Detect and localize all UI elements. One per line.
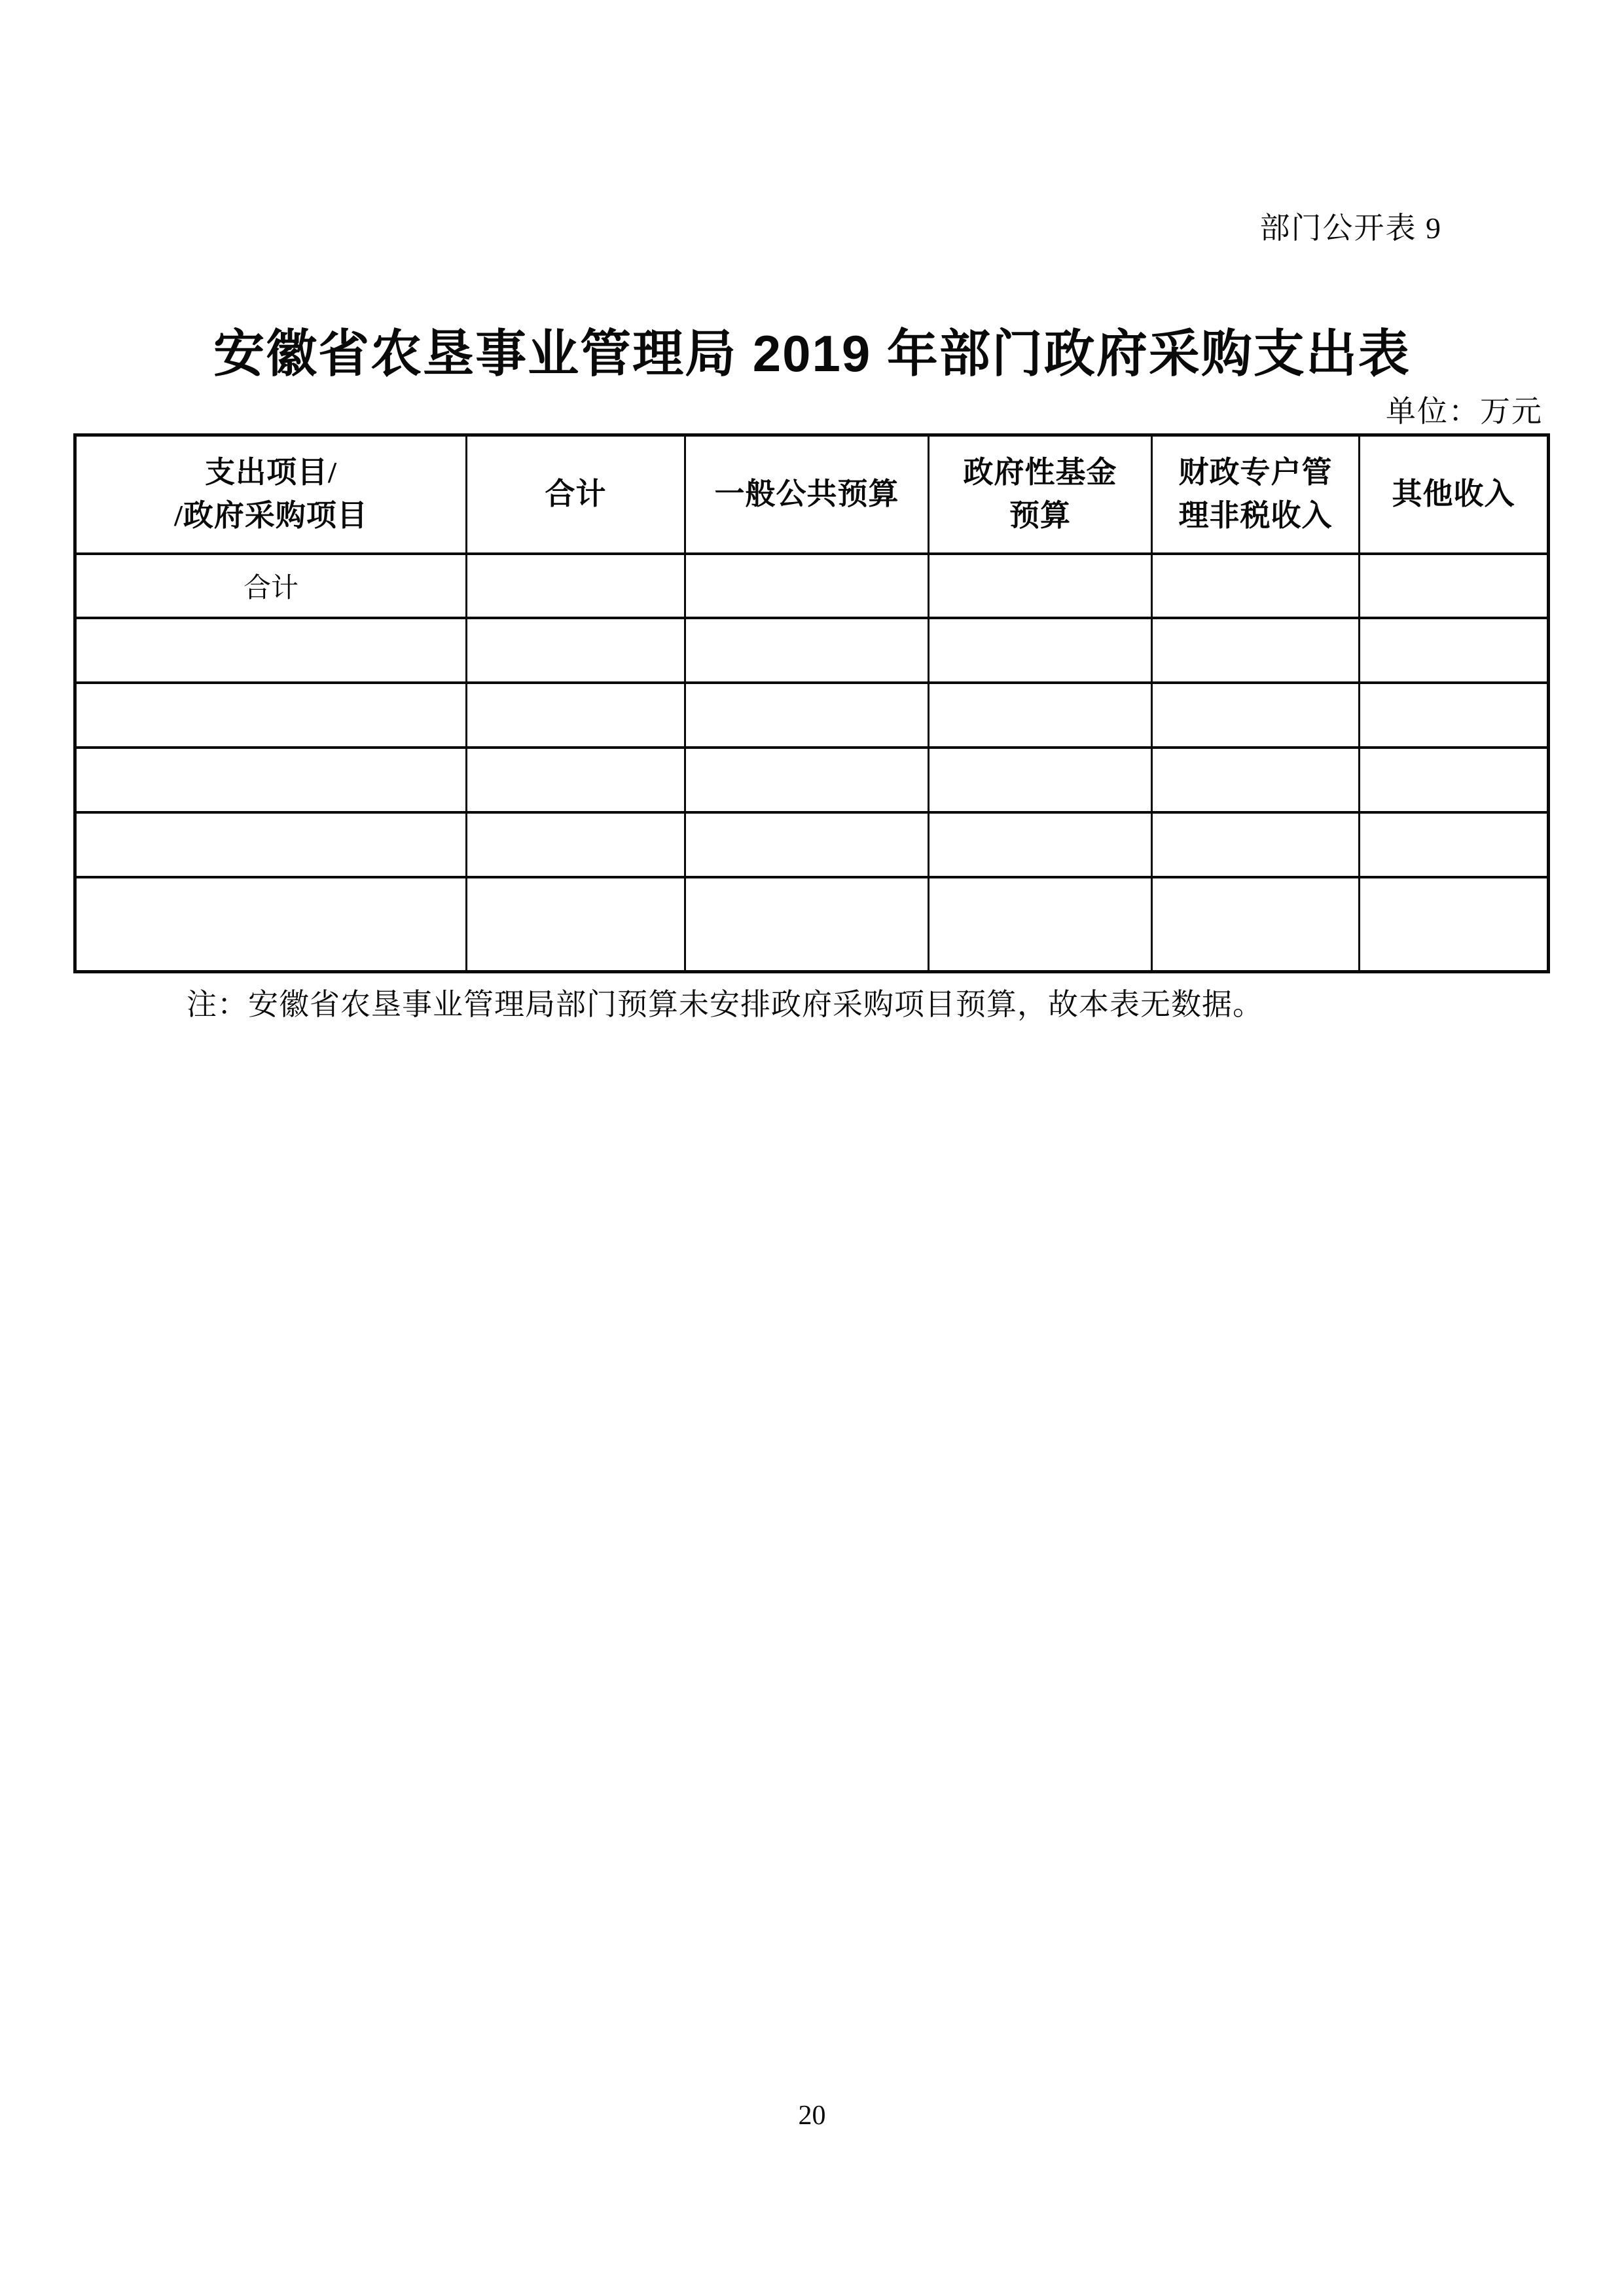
table-cell (929, 812, 1152, 877)
table-cell (1360, 618, 1549, 683)
corner-table-label: 部门公开表 9 (1259, 211, 1442, 245)
col-header-line: 支出项目/ (205, 455, 337, 489)
table-row (75, 618, 1549, 683)
table-cell (75, 618, 467, 683)
table-row (75, 812, 1549, 877)
table-cell (685, 877, 929, 972)
table-cell (929, 554, 1152, 618)
col-header-line: 理非税收入 (1178, 499, 1333, 533)
table-cell (1152, 554, 1360, 618)
table-row (75, 748, 1549, 812)
table-cell (1360, 748, 1549, 812)
page-number: 20 (798, 2101, 826, 2131)
table-cell (75, 748, 467, 812)
col-header-other-income (1360, 435, 1549, 554)
table-cell (1360, 877, 1549, 972)
table-cell (685, 683, 929, 748)
table-cell (685, 618, 929, 683)
table-cell (1152, 812, 1360, 877)
table-body (75, 554, 1549, 972)
table-cell (929, 877, 1152, 972)
page-title: 安徽省农垦事业管理局 2019 年部门政府采购支出表 (213, 325, 1411, 382)
table-cell (685, 748, 929, 812)
col-header-line: 预算 (1009, 499, 1071, 533)
table-cell (467, 748, 685, 812)
table-row (75, 877, 1549, 972)
col-header-expenditure-item (75, 435, 467, 554)
table-cell (467, 683, 685, 748)
col-header-general-public-budget (685, 435, 929, 554)
table-cell (1360, 554, 1549, 618)
table-cell (467, 618, 685, 683)
table-cell (685, 554, 929, 618)
procurement-expenditure-table (73, 433, 1550, 973)
table-cell (1360, 812, 1549, 877)
table-row (75, 554, 1549, 618)
table-cell (467, 554, 685, 618)
table-cell (1152, 748, 1360, 812)
col-header-line: 政府性基金 (963, 455, 1117, 489)
table-cell (929, 683, 1152, 748)
col-header-government-fund-budget (929, 435, 1152, 554)
table-cell (929, 618, 1152, 683)
table-cell (1152, 877, 1360, 972)
col-header-total (467, 435, 685, 554)
table-header-row (75, 435, 1549, 554)
table-cell (75, 812, 467, 877)
table-cell (685, 812, 929, 877)
table-cell (467, 812, 685, 877)
table-cell (1152, 683, 1360, 748)
col-header-line: 其他收入 (1392, 477, 1515, 511)
table-cell (1360, 683, 1549, 748)
col-header-line: 合计 (545, 477, 607, 511)
unit-label: 单位：万元 (1386, 395, 1543, 428)
table-cell (929, 748, 1152, 812)
table-row (75, 683, 1549, 748)
note-text: 注：安徽省农垦事业管理局部门预算未安排政府采购项目预算，故本表无数据。 (187, 988, 1263, 1021)
col-header-fiscal-account-nontax-income (1152, 435, 1360, 554)
table-cell (467, 877, 685, 972)
col-header-line: /政府采购项目 (174, 499, 368, 533)
col-header-line: 财政专户管 (1178, 455, 1333, 489)
table-cell (75, 877, 467, 972)
col-header-line: 一般公共预算 (714, 477, 899, 511)
table-cell (75, 683, 467, 748)
table-cell (1152, 618, 1360, 683)
table-cell: 合计 (75, 554, 467, 618)
